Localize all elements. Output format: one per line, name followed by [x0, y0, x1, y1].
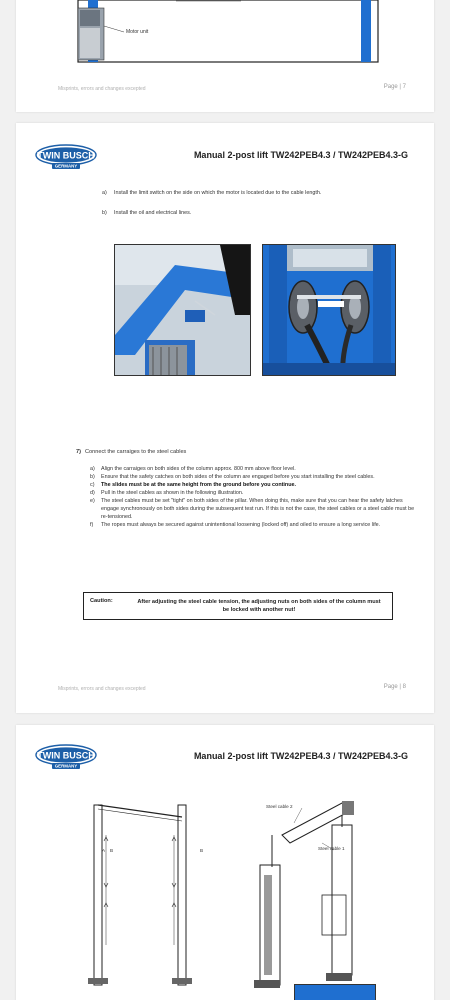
steel-cable-2-label: Steel cable 2 [266, 804, 293, 809]
twin-busch-logo [34, 143, 98, 171]
motor-unit-figure [16, 0, 434, 80]
left-label-b: B [110, 848, 114, 853]
section-7-heading: 7) Connect the carraiges to the steel cables [76, 449, 187, 455]
section-7-steps [90, 465, 420, 529]
twin-busch-logo [34, 743, 98, 771]
footer-disclaimer: Misprints, errors and changes excepted [58, 86, 146, 92]
steel-cable-1-label: Steel cable 1 [318, 846, 345, 851]
page-number: Page | 7 [383, 84, 406, 90]
cable-routing-diagram [242, 795, 392, 1000]
list-item: e) The steel cables must be set "tight" on both sides of the pillar. When doing this, make sure that you can hear the safety latches engage synchronously on both sides during the subsequent test run. If this is not the case, the steel cables or a steel cable must be re-tensioned. [90, 498, 415, 520]
caution-label: Caution: [90, 598, 113, 604]
photo-cable-pulleys [262, 244, 396, 376]
logo-brand-text: TWIN BUSCH [37, 750, 95, 761]
left-label-a: A [102, 848, 106, 853]
lift-frame-diagram [76, 795, 216, 1000]
logo-sub-text: GERMANY [54, 763, 78, 769]
right-label-b: B [200, 848, 204, 853]
motor-unit-callout: Motor unit [126, 29, 149, 35]
photo-limit-switch [114, 244, 251, 376]
caution-box [83, 592, 393, 620]
list-item: c) The slides must be at the same height from the ground before you continue. [90, 482, 296, 488]
document-page-9 [16, 725, 434, 1000]
list-item: b) Ensure that the safety catches on both sides of the column are engaged before you start installing the steel cables. [90, 474, 375, 480]
install-list [102, 189, 402, 217]
list-item: d) Pull in the steel cables as shown in the following illustration. [90, 490, 244, 496]
page-header-title: Manual 2-post lift TW242PEB4.3 / TW242PEB4.3-G [193, 751, 408, 761]
list-item: b) Install the oil and electrical lines. [102, 210, 192, 216]
footer-disclaimer: Misprints, errors and changes excepted [58, 686, 146, 692]
list-item: a) Align the carraiges on both sides of the column approx. 800 mm above floor level. [90, 466, 296, 472]
page-number: Page | 8 [383, 684, 406, 690]
list-item: a) Install the limit switch on the side on which the motor is located due to the cable length. [102, 190, 322, 196]
photo-next [294, 984, 376, 1000]
page-header-title: Manual 2-post lift TW242PEB4.3 / TW242PEB4.3-G [193, 150, 408, 160]
document-page-8 [16, 123, 434, 713]
logo-sub-text: GERMANY [54, 163, 78, 169]
logo-brand-text: TWIN BUSCH [37, 150, 95, 161]
list-item: f) The ropes must always be secured against unintentional loosening (locked off) and oiled to ensure a long service life. [90, 522, 381, 528]
caution-text: After adjusting the steel cable tension, the adjusting nuts on both sides of the column must be locked with another nut! [137, 599, 381, 613]
document-page-7 [16, 0, 434, 112]
